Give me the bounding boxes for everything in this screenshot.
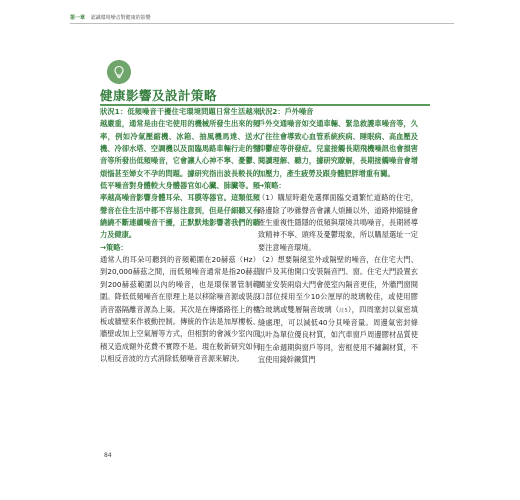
right-paragraph-2-part-a: （2）想要隔絕室外或隔壁的噪音，在住宅大門、窗戶及其他開口安裝隔音門、窗。住宅大門設置玄關並安裝兩扇大門會使室內隔音更佳，外牆門窗開口部位採用至少10公厘厚的玻璃較佳，或使用膠合玻璃或雙層隔音玻璃（ (258, 255, 418, 314)
lightbulb-icon (107, 60, 131, 84)
case1-paragraph (100, 106, 260, 242)
footnote-marker: 註5 (339, 307, 348, 314)
right-column (258, 106, 418, 366)
page-number: 84 (104, 452, 112, 459)
right-paragraph-2 (258, 254, 418, 366)
case2-heading: 狀況2：戶外噪音 (258, 107, 314, 116)
right-paragraph-1: （1）購屋時避免選擇面臨交通繁忙道路的住宅，路邊除了吵雜聲音會讓人煩躁以外，道路伸縮縫會產生重複性隱隱的低頻與環境共鳴噪音，長期將導致精神不寧、頭疼及憂鬱現象，所以購屋選址一定要注意噪音環境。 (258, 193, 418, 252)
strategy-heading-left: →策略： (100, 242, 128, 252)
chapter-number: 第一章 (70, 15, 86, 21)
left-column (100, 106, 260, 365)
section-title: 健康影響及設計策略 (100, 88, 218, 103)
case1-heading: 狀況1：低頻噪音干擾住宅環境問題日常生活越來越嚴重，通常是由住宅使用的機械所發生出來的頻率，例如冷氣壓縮機、冰箱、抽風機馬達、送水機、冷卻水塔、空調機以及面臨馬路車輛行走的聲音等所發出低頻噪音，它會讓人心神不寧、憂鬱、煩惱甚至婦女不孕的問題。據研究指出波長較長的低平噪音對身體較大身體器官如心臟、肺臟等。頻率越高噪音影響身體耳朵、耳膜等器官。這類低頻聲音在住生活中都不容易注意到，但是仔細聽又有繞繞不斷連續噪音干擾，正默默地影響著我們的聽力及健康。 (100, 107, 260, 240)
chapter-header (70, 14, 151, 21)
header-divider (70, 23, 454, 24)
left-body-paragraph: 通常人的耳朵可聽到的音頻範圍在20赫茲（Hz）到20,000赫茲之間，而低頻噪音通常是指20赫茲到200赫茲範圍以內的噪音，也是環保署管制範圍。降低低頻噪音在原理上是以移除噪音源或裝設消音器隔離音源為上策。其次是在傳播路徑上的樓板或牆壁來作被動控制。傳統的作法是加厚樓板、牆壁或加上空氣層等方式，但相對的會減少室內面積又造成額外花費不實際不是。現在較新研究如何以相反音波的方式消除低頻噪音音源來解決。 (100, 255, 260, 363)
strategy-heading-right: →策略： (258, 181, 286, 191)
chapter-title: 認識環境噪音對健康的影響 (90, 15, 151, 21)
right-paragraph-2-part-b: ），四周塞封以氣密填縫處理，可以減低40分貝噪音量。周邊氣密封條以叶為單位優良材質，如汽車窗戶周邊膠材品質使用生命週期與窗戶等同，密框使用不鏽鋼材質，不宜使用錢幹鐵質門 (258, 304, 418, 364)
case2-paragraph: 戶外交通噪音如交通車輛、緊急救護車噪音等，久了往往會導致心血管系統疾病、睡眠病、高血壓及抑鬱症等併發症。兒童接觸長期飛機噪訊也會損害閱讀理解、聽力，據研究瞭解，長期接觸噪音會增加壓力，產生疲勞及跟身體肥胖增重有關。 (258, 119, 418, 178)
